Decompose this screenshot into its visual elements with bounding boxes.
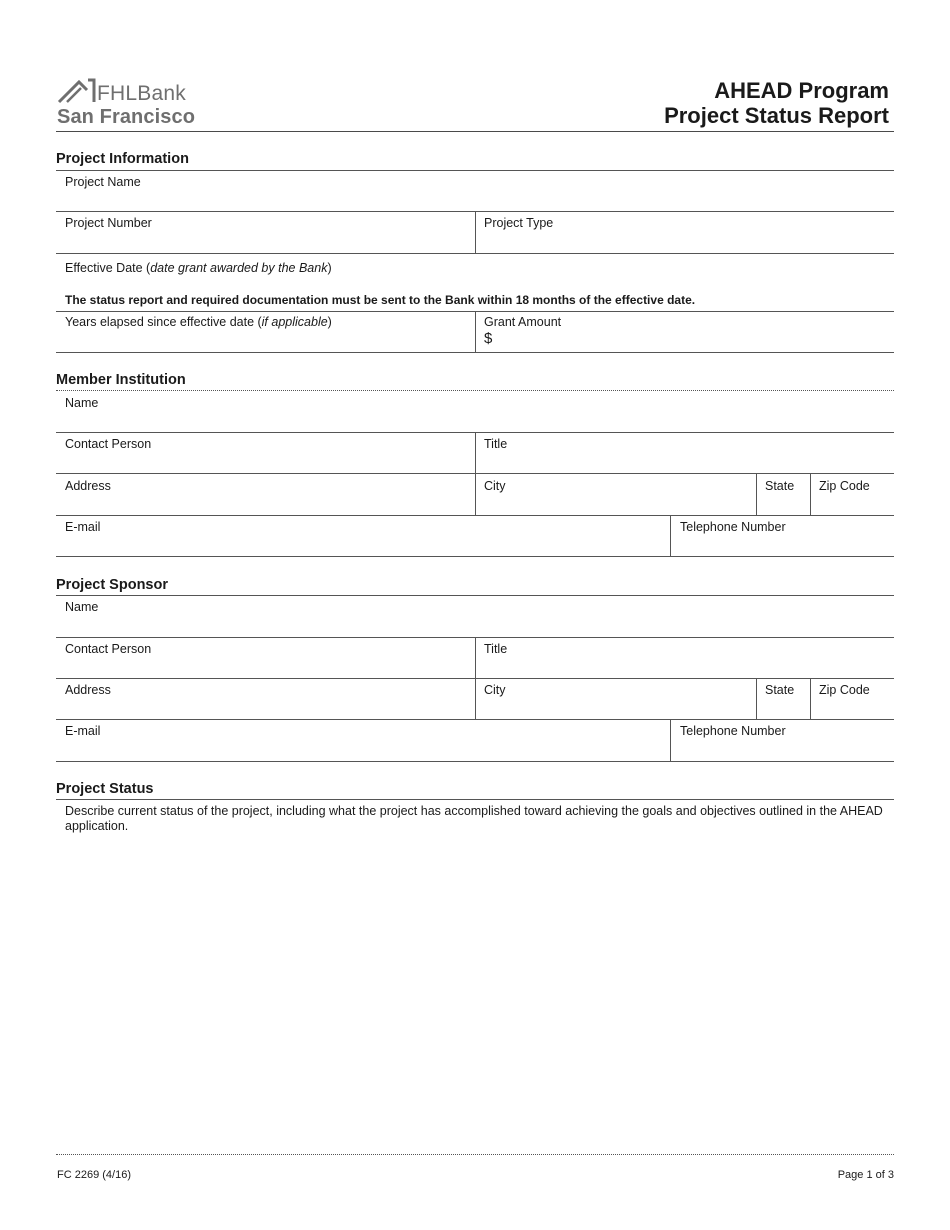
sponsor-city-field[interactable]: City [484, 683, 506, 697]
divider [56, 515, 894, 516]
divider [56, 719, 894, 720]
divider [56, 170, 894, 171]
logo-text-san-francisco: San Francisco [57, 106, 196, 128]
member-state-field[interactable]: State [765, 479, 795, 493]
effective-date-label-end: ) [327, 261, 332, 275]
divider [810, 473, 811, 515]
member-name-field[interactable]: Name [65, 396, 99, 410]
divider [56, 799, 894, 800]
divider [56, 390, 894, 391]
page-number: Page 1 of 3 [837, 1169, 894, 1181]
member-city-field[interactable]: City [484, 479, 506, 493]
divider [756, 678, 757, 719]
effective-date-label: Effective Date ( [65, 261, 151, 275]
member-title-field[interactable]: Title [484, 437, 508, 451]
effective-date-hint: date grant awarded by the Bank [150, 261, 328, 275]
section-heading-project-status: Project Status [56, 781, 154, 797]
currency-symbol: $ [484, 330, 493, 347]
document-title: AHEAD Program [714, 78, 889, 103]
divider [670, 719, 671, 761]
sponsor-telephone-field[interactable]: Telephone Number [680, 724, 786, 738]
years-elapsed-label-end: ) [327, 315, 332, 329]
divider [810, 678, 811, 719]
divider [56, 253, 894, 254]
footer-divider [56, 1154, 894, 1155]
sponsor-email-field[interactable]: E-mail [65, 724, 101, 738]
member-contact-person-field[interactable]: Contact Person [65, 437, 152, 451]
years-elapsed-label: Years elapsed since effective date ( [65, 315, 262, 329]
grant-amount-field[interactable]: Grant Amount [484, 315, 562, 329]
form-code: FC 2269 (4/16) [57, 1169, 131, 1181]
divider [56, 473, 894, 474]
house-logo-icon [57, 76, 97, 106]
divider [56, 556, 894, 557]
years-elapsed-field[interactable] [65, 315, 332, 329]
member-telephone-field[interactable]: Telephone Number [680, 520, 786, 534]
section-heading-project-sponsor: Project Sponsor [56, 577, 168, 593]
effective-date-field[interactable] [65, 261, 332, 275]
divider [56, 761, 894, 762]
project-type-field[interactable]: Project Type [484, 216, 554, 230]
deadline-note: The status report and required documentation must be sent to the Bank within 18 months of the effective date. [65, 293, 696, 307]
project-name-field[interactable]: Project Name [65, 175, 141, 189]
divider [56, 352, 894, 353]
project-status-description-cont: application. [65, 819, 129, 833]
sponsor-address-field[interactable]: Address [65, 683, 111, 697]
member-zip-field[interactable]: Zip Code [819, 479, 870, 493]
sponsor-zip-field[interactable]: Zip Code [819, 683, 870, 697]
project-status-description: Describe current status of the project, including what the project has accomplished toward achieving the goals and objectives outlined in the AHEAD [65, 804, 883, 818]
logo-text-fhlbank: FHLBank [97, 82, 186, 105]
years-elapsed-hint: if applicable [261, 315, 328, 329]
divider [56, 678, 894, 679]
divider [475, 211, 476, 253]
divider [670, 515, 671, 556]
divider [756, 473, 757, 515]
header-divider [56, 131, 894, 132]
section-heading-project-information: Project Information [56, 151, 189, 167]
divider [56, 595, 894, 596]
sponsor-contact-person-field[interactable]: Contact Person [65, 642, 152, 656]
sponsor-title-field[interactable]: Title [484, 642, 508, 656]
divider [475, 311, 476, 352]
sponsor-name-field[interactable]: Name [65, 600, 99, 614]
fhlbank-logo [57, 74, 217, 130]
project-number-field[interactable]: Project Number [65, 216, 152, 230]
project-status-text-area[interactable] [56, 838, 894, 1148]
document-subtitle: Project Status Report [664, 103, 889, 128]
member-email-field[interactable]: E-mail [65, 520, 101, 534]
member-address-field[interactable]: Address [65, 479, 111, 493]
sponsor-state-field[interactable]: State [765, 683, 795, 697]
section-heading-member-institution: Member Institution [56, 372, 186, 388]
